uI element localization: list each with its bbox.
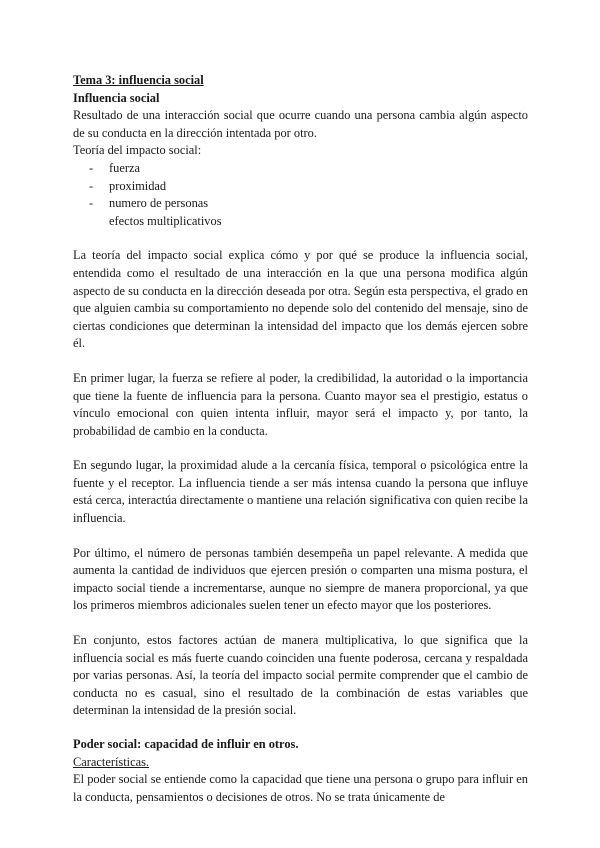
list-item-text: efectos multiplicativos — [109, 213, 222, 228]
section-heading-poder: Poder social: capacidad de influir en otros. — [73, 737, 299, 751]
list-item-text: proximidad — [109, 178, 167, 193]
paragraph: El poder social se entiende como la capacidad que tiene una persona o grupo para influir en la conducta, pensamientos o decisiones de otros. No se trata únicamente de — [73, 772, 528, 804]
dash-bullet: - — [89, 178, 94, 193]
topic-title: Tema 3: influencia social — [73, 73, 204, 87]
list-item — [73, 160, 528, 178]
list-item-text: numero de personas — [109, 196, 209, 211]
dash-bullet: - — [89, 196, 94, 211]
paragraph: En conjunto, estos factores actúan de manera multiplicativa, lo que significa que la influencia social es más fuerte cuando coinciden una fuente poderosa, cercana y respaldada por varias personas. Así, la teoría del impacto social permite comprender que el cambio de conducta no es casual, sino el resultado de la combinación de estas variables que determinan la intensidad de la presión social. — [73, 633, 528, 718]
dash-bullet: - — [89, 160, 94, 175]
paragraph: Por último, el número de personas también desempeña un papel relevante. A medida que aumenta la cantidad de individuos que ejercen presión o comparten una misma postura, el impacto social tiende a incrementarse, aunque no siempre de manera proporcional, ya que los primeros miembros adicionales suelen tener un efecto mayor que los posteriores. — [73, 545, 528, 613]
section-heading-influencia: Influencia social — [73, 90, 160, 105]
list-item-text: fuerza — [109, 160, 140, 175]
paragraph: En primer lugar, la fuerza se refiere al poder, la credibilidad, la autoridad o la importancia que tiene la fuente de influencia para la persona. Cuanto mayor sea el prestigio, estatus o vínculo emocional con quien intenta influir, mayor será el impacto y, por tanto, la probabilidad de cambio en la conducta. — [73, 370, 528, 438]
theory-list — [73, 160, 528, 230]
paragraph: En segundo lugar, la proximidad alude a la cercanía física, temporal o psicológica entre la fuente y el receptor. La influencia tiende a ser más intensa cuando la persona que influye está cerca, interactúa directamente o mantiene una relación significativa con quien recibe la influencia. — [73, 458, 528, 526]
list-item — [73, 178, 528, 196]
characteristics-label: Características. — [73, 754, 150, 769]
list-item — [73, 213, 528, 231]
theory-label: Teoría del impacto social: — [73, 143, 202, 158]
paragraph: La teoría del impacto social explica cómo y por qué se produce la influencia social, entendida como el resultado de una interacción en la que una persona modifica algún aspecto de su conducta en la dirección deseada por otra. Según esta perspectiva, el grado en que alguien cambia su comportamiento no depende solo del contenido del mensaje, sino de ciertas condiciones que determinan la intensidad del impacto que los demás ejercen sobre él. — [73, 248, 528, 351]
list-item — [73, 195, 528, 213]
definition-text: Resultado de una interacción social que ocurre cuando una persona cambia algún aspecto de su conducta en la dirección intentada por otro. — [73, 108, 528, 140]
